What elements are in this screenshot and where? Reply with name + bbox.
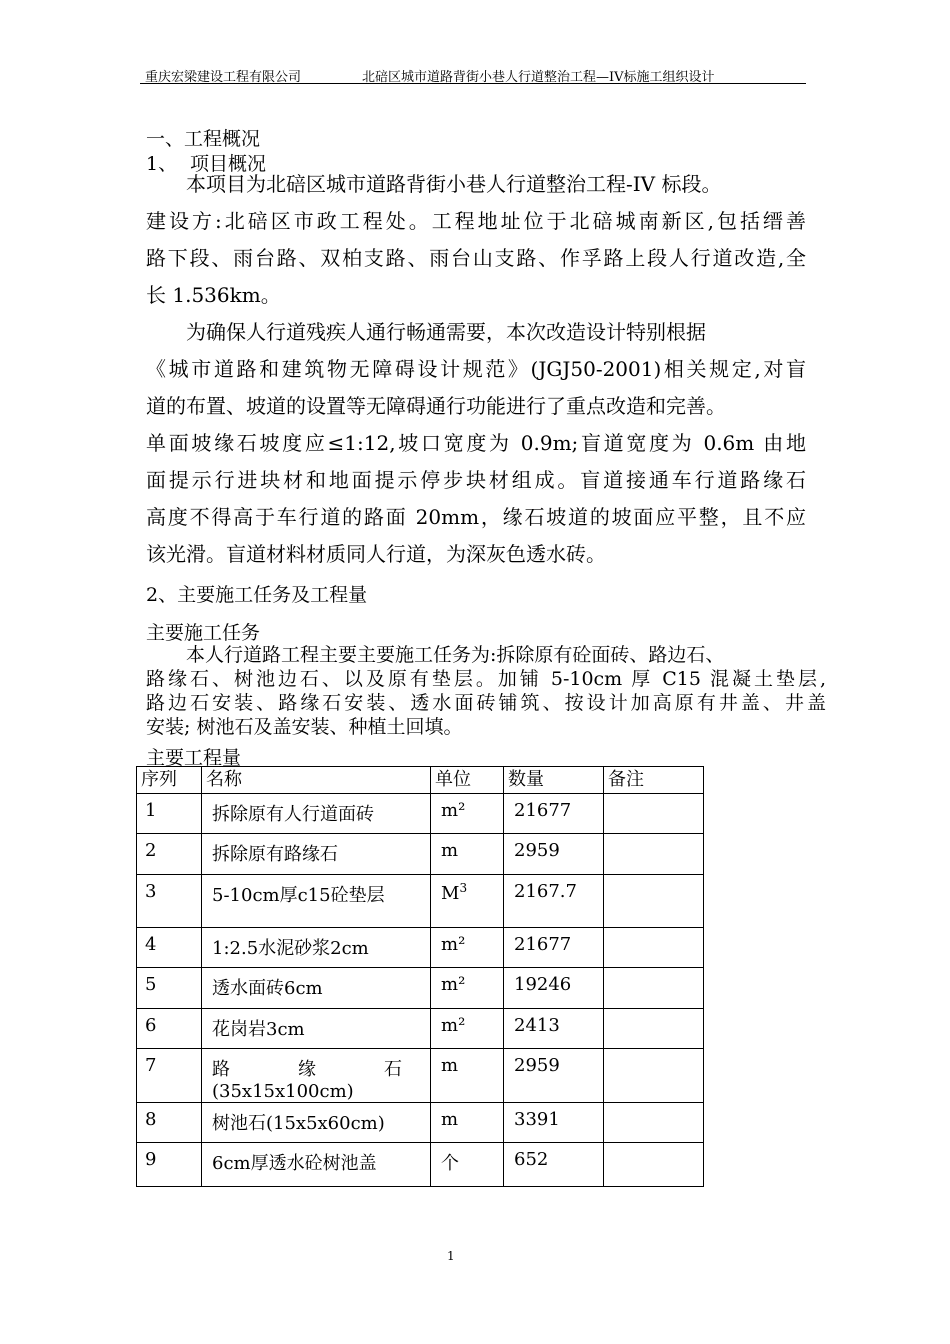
cell-note	[604, 1049, 704, 1103]
cell-seq: 5	[137, 968, 202, 1009]
cell-seq: 6	[137, 1009, 202, 1049]
cell-unit: 个	[431, 1143, 504, 1187]
cell-note	[604, 968, 704, 1009]
paragraph-line: 路缘石、树池边石、以及原有垫层。加铺 5-10cm 厚 C15 混凝土垫层,	[146, 668, 826, 690]
cell-unit: m	[431, 1049, 504, 1103]
cell-unit: m	[431, 834, 504, 875]
cell-note	[604, 834, 704, 875]
table-row	[137, 834, 704, 875]
cell-name: 拆除原有路缘石	[202, 834, 431, 875]
paragraph-line: 本项目为北碚区城市道路背街小巷人行道整治工程-IV 标段。	[186, 172, 722, 196]
cell-qty: 2167.7	[504, 875, 604, 928]
table-row	[137, 875, 704, 928]
table-row	[137, 1009, 704, 1049]
cell-unit: m²	[431, 968, 504, 1009]
table-header-row	[137, 767, 704, 794]
cell-unit: m²	[431, 794, 504, 834]
cell-seq: 3	[137, 875, 202, 928]
cell-unit: m²	[431, 928, 504, 968]
paragraph-line: 该光滑。盲道材料材质同人行道，为深灰色透水砖。	[146, 542, 606, 566]
quantities-title: 主要工程量	[146, 747, 242, 769]
tasks-paragraph	[146, 643, 826, 739]
cell-qty: 2413	[504, 1009, 604, 1049]
table-row	[137, 794, 704, 834]
cell-qty: 19246	[504, 968, 604, 1009]
cell-unit	[431, 875, 504, 928]
paragraph-line: 《城市道路和建筑物无障碍设计规范》(JGJ50-2001)相关规定,对盲	[146, 357, 806, 381]
cell-qty: 21677	[504, 928, 604, 968]
paragraph-line: 面提示行进块材和地面提示停步块材组成。盲道接通车行道路缘石	[146, 468, 806, 492]
cell-qty: 652	[504, 1143, 604, 1187]
section-2-title: 2、主要施工任务及工程量	[146, 584, 368, 606]
cell-name: 树池石(15x5x60cm)	[202, 1103, 431, 1143]
cell-note	[604, 794, 704, 834]
name-char: 路	[212, 1059, 230, 1080]
cell-qty: 3391	[504, 1103, 604, 1143]
header-qty: 数量	[504, 767, 604, 794]
table-row	[137, 928, 704, 968]
cell-name: 1:2.5水泥砂浆2cm	[202, 928, 431, 968]
unit-base: M	[441, 883, 460, 904]
tasks-title: 主要施工任务	[146, 622, 261, 644]
cell-note	[604, 1103, 704, 1143]
cell-qty: 2959	[504, 1049, 604, 1103]
name-spread-line	[212, 1055, 402, 1081]
header-note: 备注	[604, 767, 704, 794]
unit-superscript: 3	[459, 881, 468, 895]
section-1-title: 一、工程概况	[146, 128, 261, 150]
cell-seq: 4	[137, 928, 202, 968]
cell-note	[604, 1009, 704, 1049]
header-rule	[140, 83, 806, 84]
header-seq: 序列	[137, 767, 202, 794]
cell-name	[202, 1049, 431, 1103]
cell-note	[604, 1143, 704, 1187]
table-row	[137, 1143, 704, 1187]
cell-name: 5-10cm厚c15砼垫层	[202, 875, 431, 928]
table-row	[137, 1103, 704, 1143]
paragraph-line: 建设方:北碚区市政工程处。工程地址位于北碚城南新区,包括缙善	[146, 209, 806, 233]
cell-name: 花岗岩3cm	[202, 1009, 431, 1049]
header-company: 重庆宏梁建设工程有限公司	[145, 70, 302, 85]
name-char: 石	[384, 1059, 402, 1080]
paragraph-line: 道的布置、坡道的设置等无障碍通行功能进行了重点改造和完善。	[146, 394, 726, 418]
accessibility-paragraph	[146, 314, 806, 573]
cell-seq: 9	[137, 1143, 202, 1187]
paragraph-line: 高度不得高于车行道的路面 20mm，缘石坡道的坡面应平整，且不应	[146, 505, 806, 529]
paragraph-line: 路下段、雨台路、双柏支路、雨台山支路、作孚路上段人行道改造,全	[146, 246, 806, 270]
cell-note	[604, 875, 704, 928]
paragraph-line: 安装; 树池石及盖安装、种植土回填。	[146, 716, 463, 738]
header-name: 名称	[202, 767, 431, 794]
cell-name: 透水面砖6cm	[202, 968, 431, 1009]
cell-note	[604, 928, 704, 968]
paragraph-line: 单面坡缘石坡度应≤1:12,坡口宽度为 0.9m;盲道宽度为 0.6m 由地	[146, 431, 806, 455]
cell-unit: m	[431, 1103, 504, 1143]
table-row	[137, 968, 704, 1009]
quantities-table	[136, 766, 704, 1187]
cell-name: 拆除原有人行道面砖	[202, 794, 431, 834]
cell-seq: 2	[137, 834, 202, 875]
cell-seq: 8	[137, 1103, 202, 1143]
header-unit: 单位	[431, 767, 504, 794]
cell-unit: m²	[431, 1009, 504, 1049]
paragraph-line: 路边石安装、路缘石安装、透水面砖铺筑、按设计加高原有井盖、井盖	[146, 692, 826, 714]
section-1-1-title: 项目概况	[190, 153, 267, 175]
paragraph-line: 为确保人行道残疾人通行畅通需要，本次改造设计特别根据	[186, 320, 706, 344]
table-row	[137, 1049, 704, 1103]
project-overview-paragraph	[146, 166, 806, 314]
cell-seq: 7	[137, 1049, 202, 1103]
name-line-2: (35x15x100cm)	[212, 1081, 354, 1102]
page-number: 1	[447, 1249, 455, 1263]
header-project-title: 北碚区城市道路背街小巷人行道整治工程—IV标施工组织设计	[362, 70, 715, 85]
cell-qty: 2959	[504, 834, 604, 875]
cell-name: 6cm厚透水砼树池盖	[202, 1143, 431, 1187]
paragraph-line: 本人行道路工程主要主要施工任务为:拆除原有砼面砖、路边石、	[186, 644, 725, 666]
section-1-1-number: 1、	[146, 153, 178, 175]
cell-qty: 21677	[504, 794, 604, 834]
page-header	[140, 64, 806, 84]
name-char: 缘	[298, 1059, 316, 1080]
cell-seq: 1	[137, 794, 202, 834]
paragraph-line: 长 1.536km。	[146, 283, 281, 307]
